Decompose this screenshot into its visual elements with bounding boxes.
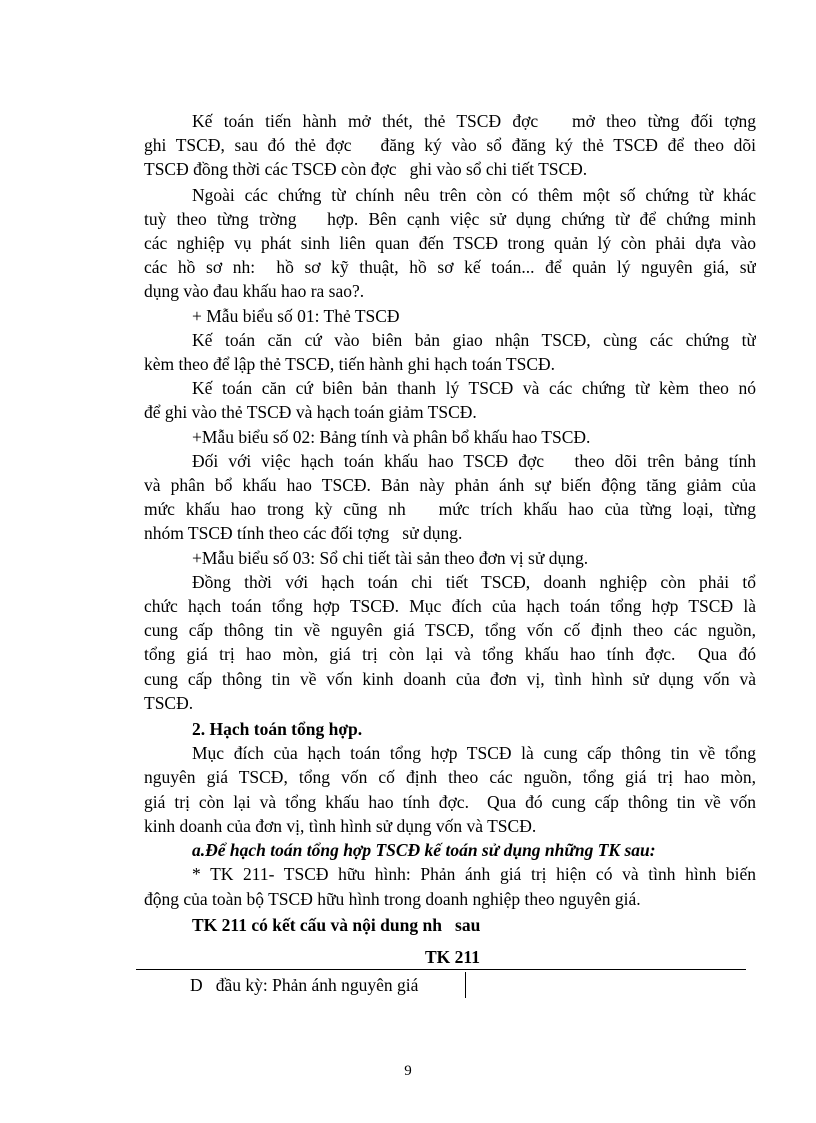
document-body	[144, 109, 756, 937]
tk211-structure-heading: TK 211 có kết cấu và nội dung nh sau	[192, 914, 481, 935]
subheading-accounts: a.Để hạch toán tổng hợp TSCĐ kế toán sử dụng những TK sau:	[192, 840, 656, 861]
text-line: Đối với việc hạch toán khấu hao TSCĐ đợc theo dõi trên bảng tính	[192, 450, 756, 471]
text-line: Kế toán tiến hành mở thét, thẻ TSCĐ đợc mở theo từng đối tợng	[192, 111, 756, 131]
text-line: giá trị còn lại và tổng khấu hao tính đợc. Qua đó cung cấp thông tin về vốn	[144, 791, 756, 812]
text-line: kinh doanh của đơn vị, tình hình sử dụng vốn và TSCĐ.	[144, 815, 537, 836]
t-account-vertical-rule	[465, 972, 466, 998]
paragraph-form-03	[144, 546, 756, 570]
paragraph-form-02	[144, 425, 756, 449]
text-line: cung cấp thông tin về vốn kinh doanh của đơn vị, tình hình sử dụng vốn và	[144, 668, 756, 689]
paragraph-asset-card-entry	[144, 328, 756, 376]
text-line: +Mẫu biểu số 02: Bảng tính và phân bổ khấu hao TSCĐ.	[192, 426, 591, 447]
text-line: Đồng thời với hạch toán chi tiết TSCĐ, doanh nghiệp còn phải tổ	[192, 571, 756, 592]
text-line: các nghiệp vụ phát sinh liên quan đến TSCĐ trong quản lý còn phải dựa vào	[144, 233, 756, 254]
text-line: động của toàn bộ TSCĐ hữu hình trong doanh nghiệp theo nguyên giá.	[144, 888, 641, 909]
text-line: Ngoài các chứng từ chính nêu trên còn có thêm một số chứng từ khác	[192, 184, 756, 205]
text-line: kèm theo để lập thẻ TSCĐ, tiến hành ghi hạch toán TSCĐ.	[144, 354, 556, 375]
paragraph-disposal	[144, 376, 756, 424]
paragraph-section2	[144, 741, 756, 838]
section-heading: 2. Hạch toán tổng hợp.	[192, 719, 363, 740]
paragraph-tk211	[144, 862, 756, 910]
paragraph-depreciation	[144, 449, 756, 546]
paragraph-general-accounting	[144, 570, 756, 715]
text-line: * TK 211- TSCĐ hữu hình: Phản ánh giá trị hiện có và tình hình biến	[192, 864, 756, 885]
paragraph-other-documents	[144, 183, 756, 304]
text-line: TSCĐ đồng thời các TSCĐ còn đợc ghi vào sổ chi tiết TSCĐ.	[144, 159, 588, 180]
text-line: Mục đích của hạch toán tổng hợp TSCĐ là cung cấp thông tin về tổng	[192, 743, 756, 764]
paragraph-form-01	[144, 304, 756, 328]
text-line: và phân bổ khấu hao TSCĐ. Bản này phản ánh sự biến động tăng giảm của	[144, 475, 756, 496]
t-account-title: TK 211	[425, 947, 480, 967]
text-line: Kế toán căn cứ vào biên bản giao nhận TSCĐ, cùng các chứng từ	[192, 329, 756, 350]
text-line: Kế toán căn cứ biên bản thanh lý TSCĐ và các chứng từ kèm theo nó	[192, 378, 756, 399]
text-line: ghi TSCĐ, sau đó thẻ đợc đăng ký vào sổ đăng ký thẻ TSCĐ để theo dõi	[144, 135, 756, 156]
text-line: chức hạch toán tổng hợp TSCĐ. Mục đích của hạch toán tổng hợp TSCĐ là	[144, 596, 756, 617]
text-line: mức khấu hao trong kỳ cũng nh mức trích khấu hao của từng loại, từng	[144, 499, 756, 520]
text-line: + Mẫu biểu số 01: Thẻ TSCĐ	[192, 305, 400, 326]
text-line: tuỳ theo từng trờng hợp. Bên cạnh việc sử dụng chứng từ để chứng minh	[144, 208, 756, 229]
text-line: nguyên giá TSCĐ, tổng vốn cố định theo các nguồn, tổng giá trị hao mòn,	[144, 767, 756, 788]
text-line: +Mẫu biểu số 03: Sổ chi tiết tài sản theo đơn vị sử dụng.	[192, 547, 589, 568]
t-account-debit-entry: D đầu kỳ: Phản ánh nguyên giá	[190, 975, 419, 995]
page-number: 9	[404, 1063, 412, 1079]
text-line: dụng vào đau khấu hao ra sao?.	[144, 281, 365, 302]
text-line: TSCĐ.	[144, 692, 194, 713]
text-line: để ghi vào thẻ TSCĐ và hạch toán giảm TSCĐ.	[144, 402, 477, 423]
text-line: các hồ sơ nh: hồ sơ kỹ thuật, hồ sơ kế toán... để quản lý nguyên giá, sử	[144, 257, 756, 278]
text-line: cung cấp thông tin về nguyên giá TSCĐ, tổng vốn cố định theo các nguồn,	[144, 620, 756, 641]
paragraph-open-card	[144, 109, 756, 182]
t-account-horizontal-rule	[136, 969, 746, 970]
text-line: tổng giá trị hao mòn, giá trị còn lại và tổng khấu hao tính đợc. Qua đó	[144, 644, 756, 665]
text-line: nhóm TSCĐ tính theo các đối tợng sử dụng.	[144, 523, 463, 544]
